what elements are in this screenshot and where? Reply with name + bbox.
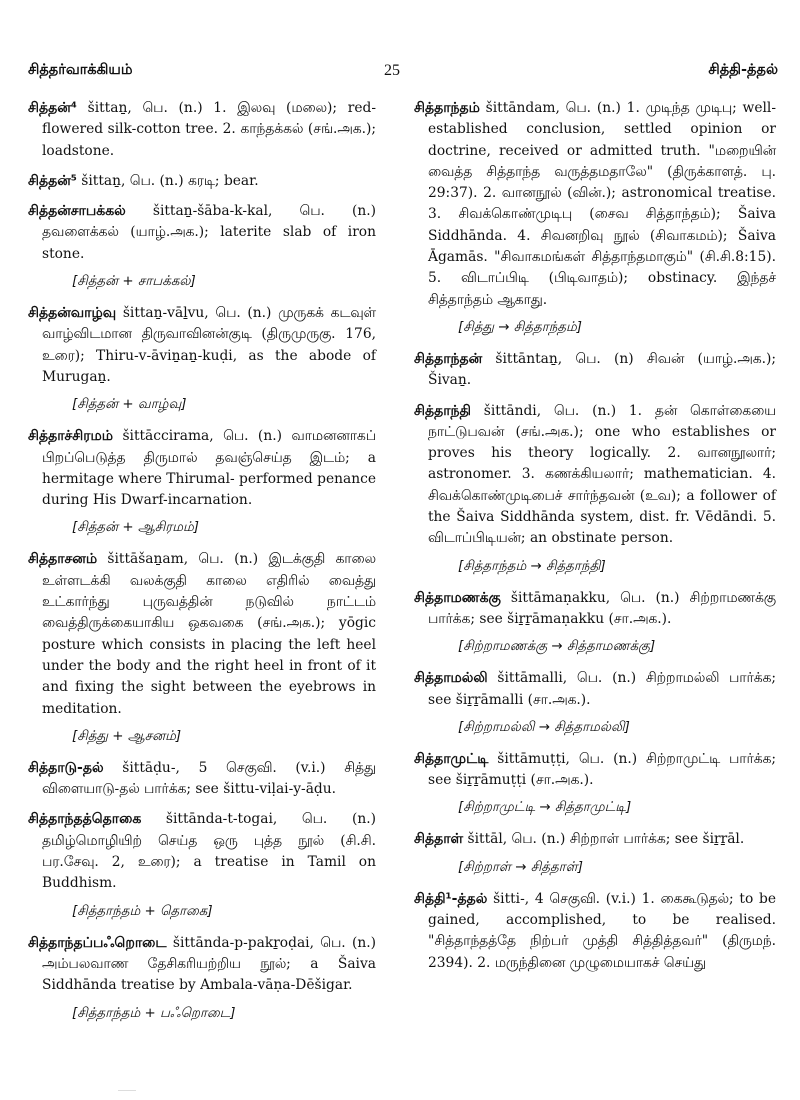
headword: சித்தி¹-த்தல் xyxy=(414,890,488,907)
headword: சித்தாசனம் xyxy=(28,551,98,568)
definition: šittāccirama, பெ. (n.) வாமனனாகப் பிறப்பெடுத்த திருமால் தவஞ்செய்த இடம்; a hermitage where Thirumal- performed penance during His Dwarf-incarnation. xyxy=(42,428,377,509)
page-number: 25 xyxy=(384,62,400,79)
entry-text xyxy=(28,426,376,511)
definition: šittāmaṇakku, பெ. (n.) சிற்றாமணக்கு பார்க்க; see šiṟṟāmaṇakku (சா.அக.). xyxy=(428,589,776,627)
definition: šittānda-t-togai, பெ. (n.) தமிழ்மொழியிற் செய்த ஒரு புத்த நூல் (சி.சி. பர.சேவு. 2, உரை); a treatise in Tamil on Buddhism. xyxy=(42,811,376,892)
definition: šittāntaṉ, பெ. (n) சிவன் (யாழ்.அக.); Šivaṉ. xyxy=(428,350,776,389)
headword: சித்தாடு-தல் xyxy=(28,759,104,776)
footer-mark xyxy=(118,1090,136,1091)
headword: சித்தாந்தன் xyxy=(414,350,483,367)
dictionary-entry xyxy=(28,933,376,1025)
entry-text xyxy=(414,98,776,311)
dictionary-entry xyxy=(28,758,376,801)
dictionary-entry xyxy=(28,426,376,539)
header-right-guideword: சித்தி-த்தல் xyxy=(708,62,778,78)
entry-text xyxy=(28,758,376,801)
definition: šittaṉ, பெ. (n.) கரடி; bear. xyxy=(76,172,259,189)
etymology: [சிற்றாமுட்டி → சித்தாமுட்டி] xyxy=(458,800,632,816)
entry-text xyxy=(28,303,376,388)
definition: šittāndam, பெ. (n.) 1. முடிந்த முடிபு; well-established conclusion, settled opinion or doctrine, received or admitted truth. "மறையின் வைத்த சித்தாந்த வருத்தமதாலே" (திருக்காளத். பு. 29:37). 2. வானநூல் (வின்.); astronomical treatise. 3. சிவக்கொண்முடிபு (சைவ சித்தாந்தம்); Šaiva Siddhānda. 4. சிவனறிவு நூல் (சிவாகமம்); Šaiva Āgamās. "சிவாகமங்கள் சித்தாந்தமாகும்" (சி.சி.8:15). 5. விடாப்பிடி (பிடிவாதம்); obstinacy. இந்தச் சித்தாந்தம் ஆகாது. xyxy=(428,100,776,308)
dictionary-entry xyxy=(414,349,776,392)
etymology: [சித்தாந்தம் + பஃறொடை] xyxy=(72,1005,236,1021)
right-column xyxy=(414,98,776,1092)
entry-text xyxy=(28,171,376,192)
etymology: [சித்தாந்தம் + தொகை] xyxy=(72,903,213,919)
headword: சித்தன்⁵ xyxy=(28,172,77,189)
entry-text xyxy=(28,933,376,997)
dictionary-entry xyxy=(28,809,376,922)
entry-text xyxy=(414,349,776,392)
headword: சித்தன்⁴ xyxy=(28,100,77,116)
dictionary-entry xyxy=(414,588,776,659)
headword: சித்தாமுட்டி xyxy=(414,750,489,767)
headword: சித்தாந்தி xyxy=(414,402,471,419)
dictionary-entry xyxy=(414,829,776,878)
definition: šittaṉ-vāḻvu, பெ. (n.) முருகக் கடவுள் வாழ்விடமான திருவாவினன்குடி (திருமுருகு. 176, உரை); Thiru-v-āviṉaṉ-kuḍi, as the abode of Murugaṉ. xyxy=(42,305,376,385)
dictionary-entry xyxy=(414,749,776,820)
headword: சித்தாமல்லி xyxy=(414,670,488,687)
entry-text xyxy=(28,809,376,894)
page-header xyxy=(28,62,778,86)
dictionary-entry xyxy=(28,201,376,293)
entry-text xyxy=(414,829,776,850)
definition: šittaṉ, பெ. (n.) 1. இலவு (மலை); red-flowered silk-cotton tree. 2. காந்தக்கல் (சங்.அக.); loadstone. xyxy=(42,100,376,159)
entry-text xyxy=(28,549,376,719)
etymology: [சித்தன் + வாழ்வு] xyxy=(72,397,187,413)
definition: šittāšaṉam, பெ. (n.) இடக்குதி காலை உள்ளடக்கி வலக்குதி காலை எதிரில் வைத்து உட்கார்ந்து புருவத்தின் நடுவில் நாட்டம் வைத்திருக்கையாகிய ஒகவகை (சங்.அக.); yōgic posture which consists in placing the left heel under the body and the right heel in front of it and fixing the sight between the eyebrows in meditation. xyxy=(42,551,376,717)
dictionary-entry xyxy=(414,668,776,739)
definition: šittaṉ-šāba-k-kal, பெ. (n.) தவளைக்கல் (யாழ்.அக.); laterite slab of iron stone. xyxy=(42,203,376,262)
etymology: [சித்தன் + சாபக்கல்] xyxy=(72,274,196,290)
headword: சித்தாள் xyxy=(414,831,464,848)
definition: šittāndi, பெ. (n.) 1. தன் கொள்கையை நாட்டுபவன் (சங்.அக.); one who establishes or proves his theory logically. 2. வானநூலார்; astronomer. 3. கணக்கியலார்; mathematician. 4. சிவக்கொண்முடிபைச் சார்ந்தவன் (உவ); a follower of the Šaiva Siddhānda system, dist. fr. Vēdāndi. 5. விடாப்பிடியன்; an obstinate person. xyxy=(428,402,776,547)
definition: šittānda-p-pakṟoḍai, பெ. (n.) அம்பலவாண தேசிகரியற்றிய நூல்; a Šaiva Siddhānda treatise by Ambala-vāṇa-Dēšigar. xyxy=(42,934,376,994)
header-left-guideword: சித்தர்வாக்கியம் xyxy=(28,62,133,78)
definition: šittāmuṭṭi, பெ. (n.) சிற்றாமுட்டி பார்க்க; see šiṟṟāmuṭṭi (சா.அக.). xyxy=(428,750,776,789)
dictionary-entry xyxy=(28,171,376,192)
entry-text xyxy=(414,668,776,711)
headword: சித்தாந்தம் xyxy=(414,100,480,116)
dictionary-entry xyxy=(28,98,376,162)
dictionary-entry xyxy=(414,98,776,339)
definition: šittāl, பெ. (n.) சிற்றாள் பார்க்க; see šiṟṟāl. xyxy=(463,831,745,848)
etymology: [சிற்றாமல்லி → சித்தாமல்லி] xyxy=(458,719,630,735)
headword: சித்தாச்சிரமம் xyxy=(28,428,113,445)
entry-text xyxy=(414,749,776,792)
etymology: [சிற்றாள் → சித்தாள்] xyxy=(458,859,583,875)
definition: šittāmalli, பெ. (n.) சிற்றாமல்லி பார்க்க; see šiṟṟāmalli (சா.அக.). xyxy=(428,670,776,708)
headword: சித்தாந்தத்தொகை xyxy=(28,811,142,828)
left-column xyxy=(28,98,376,1092)
headword: சித்தன்சாபக்கல் xyxy=(28,203,126,220)
headword: சித்தாந்தப்பஃறொடை xyxy=(28,934,167,951)
dictionary-entry xyxy=(414,401,776,578)
entry-text xyxy=(414,401,776,550)
etymology: [சித்து + ஆசனம்] xyxy=(72,728,182,744)
etymology: [சித்து → சித்தாந்தம்] xyxy=(458,319,583,335)
etymology: [சித்தன் + ஆசிரமம்] xyxy=(72,520,199,536)
definition: šitti-, 4 செகுவி. (v.i.) 1. கைகூடுதல்; to be gained, accomplished, to be realised. "சித்தாந்தத்தே நிற்பர் முத்தி சித்தித்தவர்" (திருமந். 2394). 2. மருந்தினை முழுமையாகச் செய்து xyxy=(428,890,776,971)
etymology: [சித்தாந்தம் → சித்தாந்தி] xyxy=(458,558,606,574)
entry-text xyxy=(28,98,376,162)
headword: சித்தாமணக்கு xyxy=(414,589,501,606)
etymology: [சிற்றாமணக்கு → சித்தாமணக்கு] xyxy=(458,639,656,655)
headword: சித்தன்வாழ்வு xyxy=(28,305,117,322)
dictionary-entry xyxy=(414,889,776,974)
entry-text xyxy=(28,201,376,265)
entry-text xyxy=(414,588,776,631)
entry-text xyxy=(414,889,776,974)
definition: šittāḍu-, 5 செகுவி. (v.i.) சித்து விளையாடு-தல் பார்க்க; see šittu-viḷai-y-āḍu. xyxy=(42,759,376,798)
dictionary-entry xyxy=(28,303,376,416)
dictionary-entry xyxy=(28,549,376,747)
